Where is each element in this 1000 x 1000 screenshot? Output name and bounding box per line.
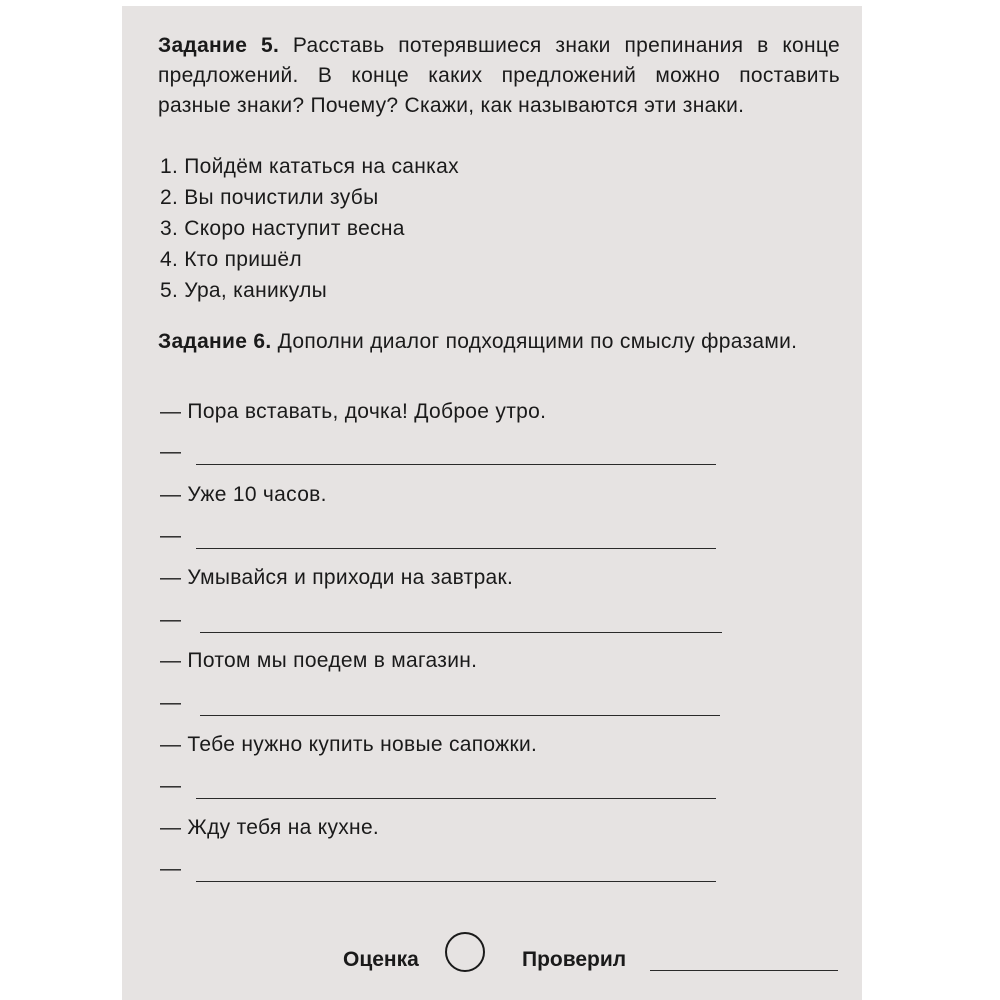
task5-item-4: 4. Кто пришёл [160,248,302,271]
answer-line-4[interactable] [200,715,720,716]
answer-dash-4: — [160,691,181,714]
answer-line-5[interactable] [196,798,716,799]
task5-item-2: 2. Вы почистили зубы [160,186,379,209]
grade-label: Оценка [343,948,419,971]
task5-item-5: 5. Ура, каникулы [160,279,328,302]
task5-item-1: 1. Пойдём кататься на санках [160,155,459,178]
task5-heading: Задание 5. [158,34,280,57]
checked-signature-line[interactable] [650,970,838,971]
answer-dash-2: — [160,524,181,547]
answer-line-1[interactable] [196,464,716,465]
answer-line-2[interactable] [196,548,716,549]
answer-dash-5: — [160,774,181,797]
dialog-line-2: — Уже 10 часов. [160,483,327,506]
answer-line-6[interactable] [196,881,716,882]
task6-heading: Задание 6. [158,330,272,353]
answer-dash-3: — [160,608,181,631]
task6-instruction: Дополни диалог подходящими по смыслу фразами. [277,330,798,353]
answer-dash-1: — [160,440,181,463]
dialog-line-4: — Потом мы поедем в магазин. [160,649,478,672]
task5-instruction: Расставь потерявшиеся знаки препинания в конце предложений. В конце каких предложений можно поставить разные знаки? Почему? Скажи, как называются эти знаки. [158,34,841,117]
grade-circle[interactable] [445,932,485,972]
answer-line-3[interactable] [200,632,722,633]
task5-item-3: 3. Скоро наступит весна [160,217,405,240]
dialog-line-3: — Умывайся и приходи на завтрак. [160,566,514,589]
checked-label: Проверил [522,948,627,971]
dialog-line-6: — Жду тебя на кухне. [160,816,380,839]
task6-paragraph [158,327,840,357]
dialog-line-5: — Тебе нужно купить новые сапожки. [160,733,538,756]
answer-dash-6: — [160,857,181,880]
dialog-line-1: — Пора вставать, дочка! Доброе утро. [160,400,547,423]
task5-paragraph [158,31,840,121]
